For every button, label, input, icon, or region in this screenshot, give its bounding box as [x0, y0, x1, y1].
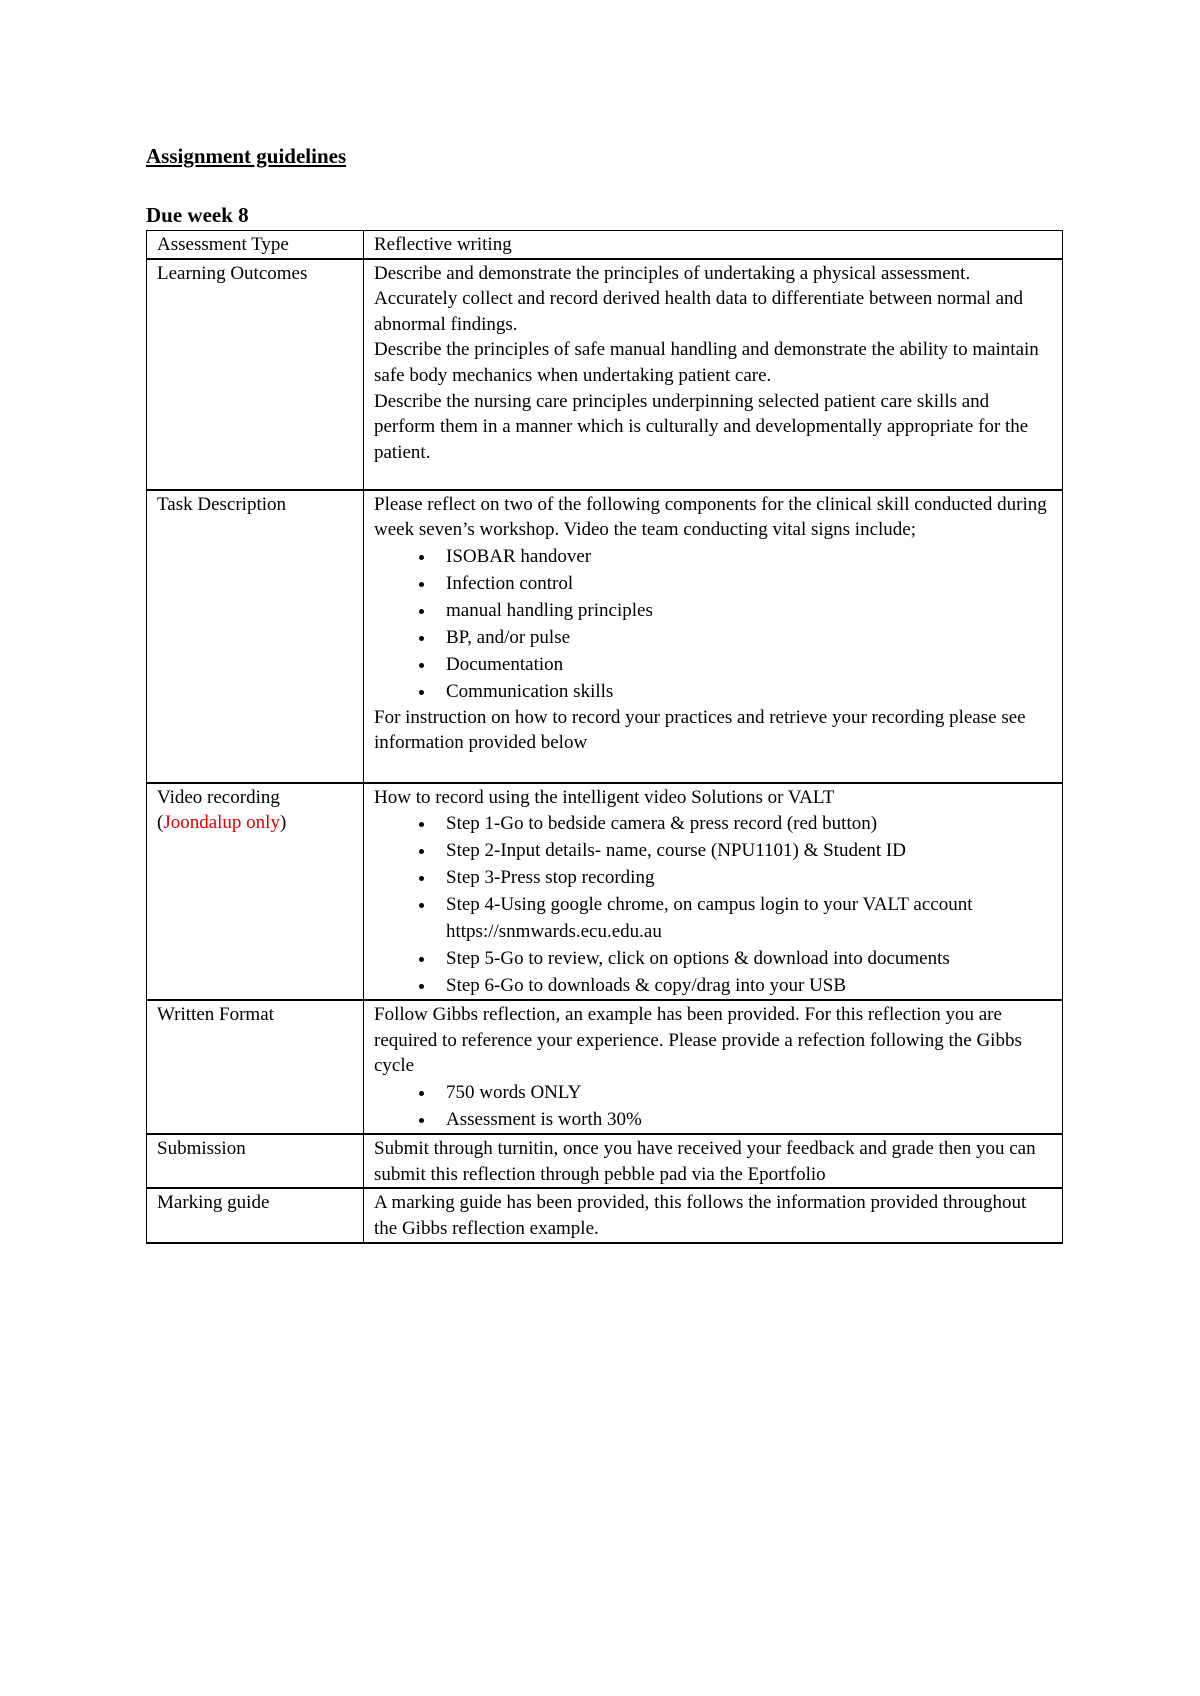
- row-label: Assessment Type: [147, 231, 364, 259]
- table-row: [147, 783, 1063, 1001]
- list-item: • Step 5-Go to review, click on options & download into documents: [436, 945, 1052, 972]
- row-value: [364, 490, 1063, 783]
- format-bullets: [374, 1079, 1052, 1133]
- row-value: [364, 1000, 1063, 1134]
- list-item: • 750 words ONLY: [436, 1079, 1052, 1106]
- list-item: • Assessment is worth 30%: [436, 1106, 1052, 1133]
- document-title: Assignment guidelines: [146, 144, 347, 168]
- task-outro: For instruction on how to record your practices and retrieve your recording please see information provided below: [374, 706, 1026, 754]
- list-item: • Step 1-Go to bedside camera & press record (red button): [436, 810, 1052, 837]
- outcome: Describe and demonstrate the principles of undertaking a physical assessment.: [374, 262, 971, 284]
- assignment-table: [146, 230, 1063, 1244]
- list-item: • Step 2-Input details- name, course (NPU1101) & Student ID: [436, 837, 1052, 864]
- row-label: Task Description: [147, 490, 364, 783]
- video-label: Video recording: [157, 786, 280, 808]
- list-item: • Documentation: [436, 651, 1052, 678]
- row-value: A marking guide has been provided, this follows the information provided throughout the Gibbs reflection example.: [364, 1188, 1063, 1242]
- row-label: Learning Outcomes: [147, 259, 364, 490]
- list-item: • Step 3-Press stop recording: [436, 864, 1052, 891]
- row-label: Marking guide: [147, 1188, 364, 1242]
- outcome: Describe the nursing care principles underpinning selected patient care skills and perform them in a manner which is culturally and developmentally appropriate for the patient.: [374, 390, 1029, 463]
- table-row: [147, 1000, 1063, 1134]
- list-item: • Infection control: [436, 570, 1052, 597]
- row-value: [364, 259, 1063, 490]
- list-item: • Communication skills: [436, 678, 1052, 705]
- list-item: • BP, and/or pulse: [436, 624, 1052, 651]
- list-item: • ISOBAR handover: [436, 543, 1052, 570]
- list-item: • manual handling principles: [436, 597, 1052, 624]
- row-label: Submission: [147, 1134, 364, 1188]
- campus-note-red: Joondalup only: [163, 812, 280, 834]
- row-label: [147, 783, 364, 1001]
- row-value: Submit through turnitin, once you have received your feedback and grade then you can submit this reflection through pebble pad via the Eportfolio: [364, 1134, 1063, 1188]
- campus-note: (Joondalup only): [157, 812, 287, 834]
- video-intro: How to record using the intelligent video Solutions or VALT: [374, 786, 835, 808]
- table-row: [147, 231, 1063, 259]
- table-row: [147, 1188, 1063, 1242]
- task-bullets: [374, 543, 1052, 705]
- list-item: • Step 6-Go to downloads & copy/drag into your USB: [436, 972, 1052, 999]
- list-item: • Step 4-Using google chrome, on campus login to your VALT account https://snmwards.ecu.edu.au: [436, 891, 1052, 945]
- table-row: [147, 490, 1063, 783]
- table-row: [147, 1134, 1063, 1188]
- table-row: [147, 259, 1063, 490]
- task-intro: Please reflect on two of the following components for the clinical skill conducted during week seven’s workshop. Video the team conducting vital signs include;: [374, 493, 1047, 541]
- due-heading: Due week 8: [146, 203, 249, 227]
- row-value: Reflective writing: [364, 231, 1063, 259]
- outcome: Describe the principles of safe manual handling and demonstrate the ability to maintain safe body mechanics when undertaking patient care.: [374, 339, 1039, 386]
- outcome: Accurately collect and record derived health data to differentiate between normal and abnormal findings.: [374, 288, 1024, 335]
- row-label: Written Format: [147, 1000, 364, 1134]
- video-steps: [374, 810, 1052, 999]
- row-value: [364, 783, 1063, 1001]
- format-intro: Follow Gibbs reflection, an example has been provided. For this reflection you are required to reference your experience. Please provide a refection following the Gibbs cycle: [374, 1004, 1022, 1077]
